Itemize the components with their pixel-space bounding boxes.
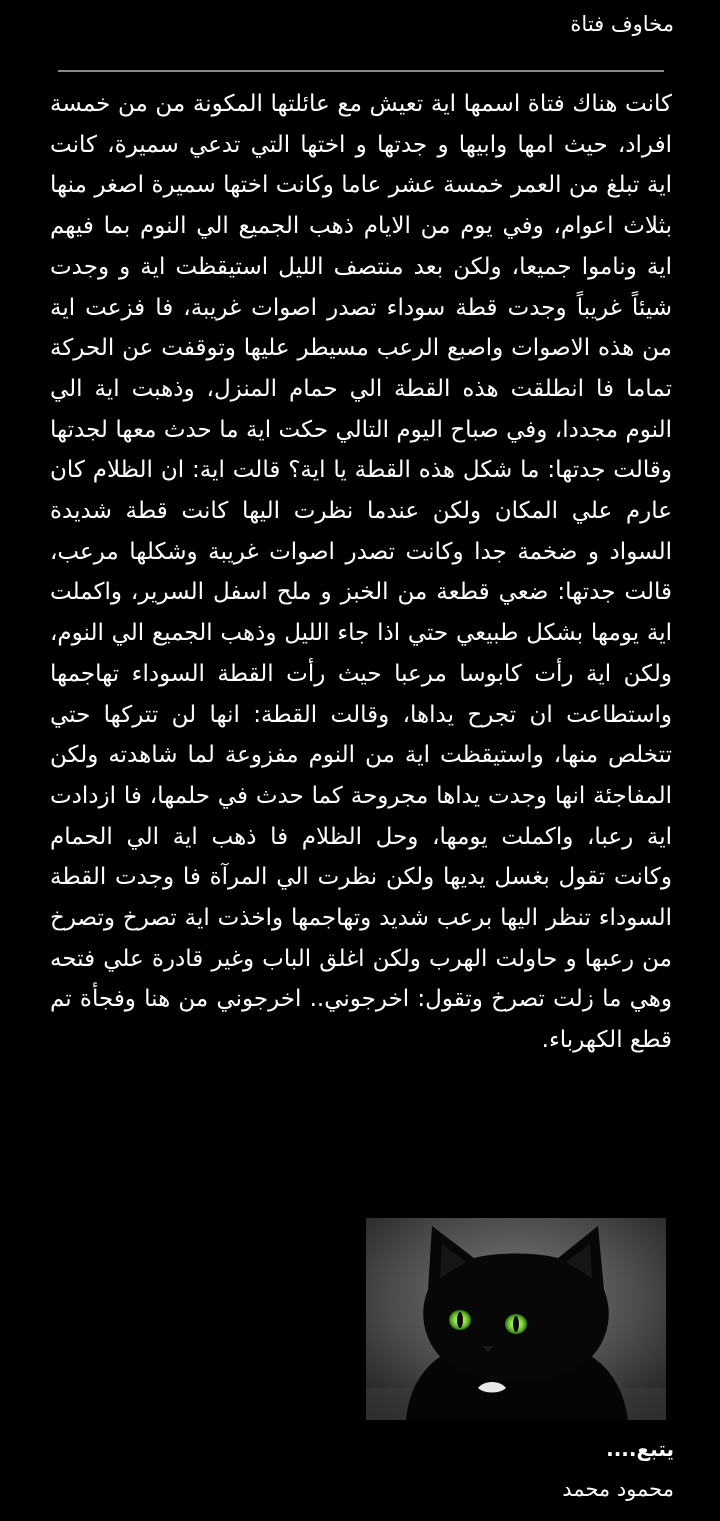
story-body: كانت هناك فتاة اسمها اية تعيش مع عائلتها المكونة من من خمسة افراد، حيث امها وابيها و جدتها و اختها التي تدعي سميرة، كانت اية تبلغ من العمر خمسة عشر عاما وكانت اختها سميرة اصغر منها بثلاث اعوام، وفي يوم من الايام ذهب الجميع الي النوم بما فيهم اية وناموا جميعا، ولكن بعد منتصف الليل استيقظت اية و وجدت شيئاً غريباً وجدت قطة سوداء تصدر اصوات غريبة، فا فزعت اية من هذه الاصوات واصبع الرعب مسيطر عليها وتوقفت عن الحركة تماما فا انطلقت هذه القطة الي حمام المنزل، وذهبت اية الي النوم مجددا، وفي صباح اليوم التالي حكت اية ما حدث معها لجدتها وقالت جدتها: ما شكل هذه القطة يا اية؟ قالت اية: ان الظلام كان عارم علي المكان ولكن عندما نظرت اليها كانت قطة شديدة السواد و ضخمة جدا وكانت تصدر اصوات غريبة وشكلها مرعب، قالت جدتها: ضعي قطعة من الخبز و ملح اسفل السرير، واكملت اية يومها بشكل طبيعي حتي اذا جاء الليل وذهب الجميع الي النوم، ولكن اية رأت كابوسا مرعبا حيث رأت القطة السوداء تهاجمها واستطاعت ان تجرح يداها، وقالت القطة: انها لن تتركها حتي تتخلص منها، واستيقظت اية من النوم مفزوعة لما شاهدته ولكن المفاجئة انها وجدت يداها مجروحة كما حدث في حلمها، فا ازدادت اية رعبا، واكملت يومها، وحل الظلام فا ذهب اية الي الحمام وكانت تقول بغسل يديها ولكن نظرت الي المرآة فا وجدت القطة السوداء تنظر اليها برعب شديد وتهاجمها واخذت اية تصرخ وتصرخ من رعبها و حاولت الهرب ولكن اغلق الباب وغير قادرة علي فتحه وهي ما زلت تصرخ وتقول: اخرجوني.. اخرجوني من هنا وفجأة تم قطع الكهرباء.	[50, 91, 672, 1054]
title-divider	[58, 70, 664, 72]
to-be-continued: يتبع....	[606, 1437, 674, 1461]
black-cat-illustration	[366, 1218, 666, 1420]
author-name[interactable]: محمود محمد	[562, 1477, 674, 1501]
black-cat-photo[interactable]	[366, 1218, 666, 1420]
post-title: مخاوف فتاة	[570, 12, 674, 36]
